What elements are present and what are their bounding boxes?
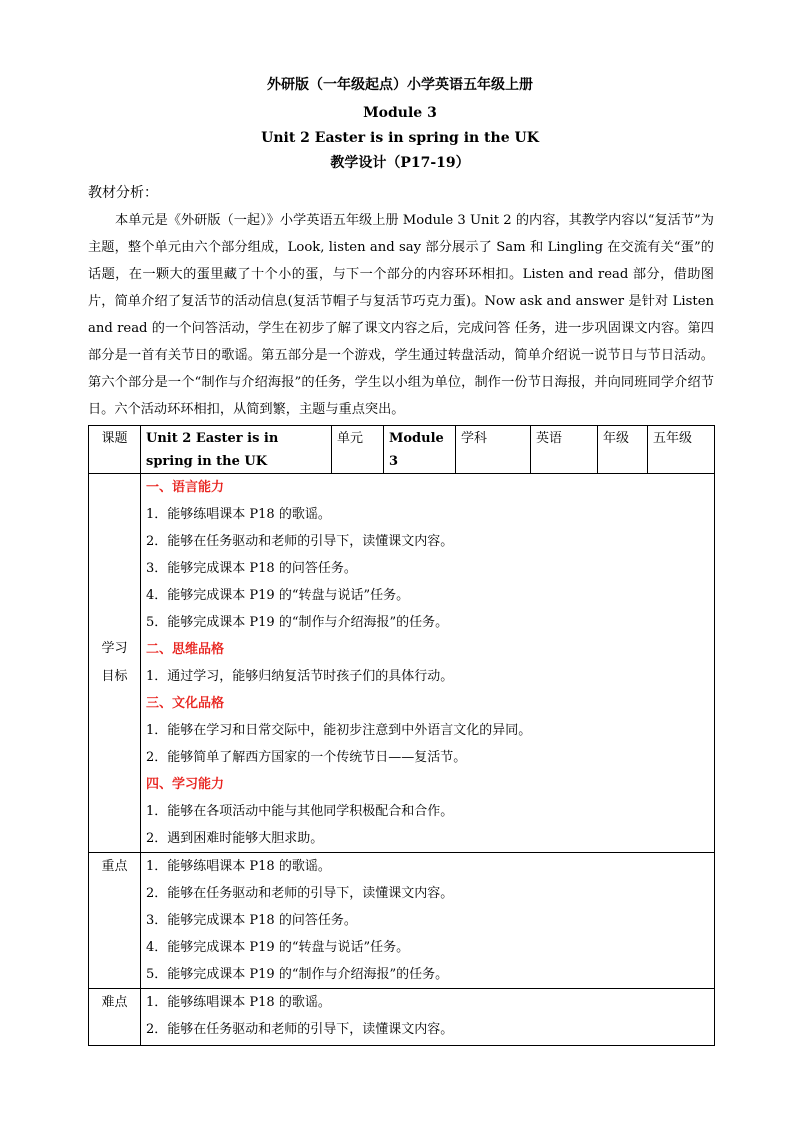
- goals-row: [89, 474, 715, 853]
- key-label: 重点: [89, 853, 141, 989]
- list-item: 2．能够在任务驱动和老师的引导下，读懂课文内容。: [146, 886, 454, 901]
- list-item: 3．能够完成课本 P18 的问答任务。: [146, 561, 357, 576]
- section-heading: 二、思维品格: [146, 642, 225, 657]
- goals-label: [89, 474, 141, 853]
- section-heading: 一、语言能力: [146, 480, 225, 495]
- doc-module: Module 3: [363, 105, 437, 121]
- key-points-row: [89, 853, 715, 989]
- list-item: 4．能够完成课本 P19 的“转盘与说话”任务。: [146, 588, 410, 603]
- goals-label-line-1: 学习: [101, 641, 128, 656]
- list-item: 2．能够简单了解西方国家的一个传统节日——复活节。: [146, 750, 467, 765]
- doc-title: 外研版（一年级起点）小学英语五年级上册: [267, 77, 533, 93]
- section-heading: 三、文化品格: [146, 696, 225, 711]
- analysis-label: 教材分析：: [88, 185, 158, 201]
- list-item: 1．能够练唱课本 P18 的歌谣。: [146, 995, 331, 1010]
- difficult-label: 难点: [89, 989, 141, 1046]
- grade-value: 五年级: [648, 426, 715, 474]
- list-item: 1．能够在各项活动中能与其他同学积极配合和合作。: [146, 804, 454, 819]
- list-item: 1．能够在学习和日常交际中，能初步注意到中外语言文化的异同。: [146, 723, 532, 738]
- key-content: [141, 853, 715, 989]
- difficult-points-row: [89, 989, 715, 1046]
- list-item: 5．能够完成课本 P19 的“制作与介绍海报”的任务。: [146, 615, 449, 630]
- grade-label: 年级: [598, 426, 648, 474]
- list-item: 2．能够在任务驱动和老师的引导下，读懂课文内容。: [146, 534, 454, 549]
- list-item: 1．能够练唱课本 P18 的歌谣。: [146, 859, 331, 874]
- list-item: 3．能够完成课本 P18 的问答任务。: [146, 913, 357, 928]
- subject-value: 英语: [531, 426, 598, 474]
- table-header-row: [89, 426, 715, 474]
- section-heading: 四、学习能力: [146, 777, 225, 792]
- goals-label-line-2: 目标: [101, 669, 128, 684]
- list-item: 1．能够练唱课本 P18 的歌谣。: [146, 507, 331, 522]
- list-item: 1．通过学习，能够归纳复活节时孩子们的具体行动。: [146, 669, 454, 684]
- list-item: 5．能够完成课本 P19 的“制作与介绍海报”的任务。: [146, 967, 449, 982]
- list-item: 4．能够完成课本 P19 的“转盘与说话”任务。: [146, 940, 410, 955]
- doc-design: 教学设计（P17-19）: [330, 155, 470, 171]
- list-item: 2．能够在任务驱动和老师的引导下，读懂课文内容。: [146, 1022, 454, 1037]
- analysis-paragraph: 本单元是《外研版（一起）》小学英语五年级上册 Module 3 Unit 2 的内容，其教学内容以“复活节”为主题，整个单元由六个部分组成，Look, listen and say 部分展示了 Sam 和 Lingling 在交流有关“蛋”的话题，在一颗大的蛋里藏了十个小的蛋，与下一个部分的内容环环相扣。Listen and read 部分，借助图片，简单介绍了复活节的活动信息(复活节帽子与复活节巧克力蛋)。Now ask and answer 是针对 Listen and read 的一个问答活动，学生在初步了解了课文内容之后，完成问答 任务，进一步巩固课文内容。第四部分是一首有关节日的歌谣。第五部分是一个游戏，学生通过转盘活动，简单介绍说一说节日与节日活动。第六个部分是一个“制作与介绍海报”的任务，学生以小组为单位，制作一份节日海报，并向同班同学介绍节日。六个活动环环相扣，从简到繁，主题与重点突出。: [88, 213, 714, 417]
- topic-label: 课题: [89, 426, 141, 474]
- difficult-content: [141, 989, 715, 1046]
- subject-label: 学科: [456, 426, 531, 474]
- doc-unit: Unit 2 Easter is in spring in the UK: [261, 130, 539, 146]
- goals-content: [141, 474, 715, 853]
- topic-value: Unit 2 Easter is in spring in the UK: [141, 426, 332, 474]
- lesson-table: [88, 425, 715, 1046]
- unit-value: Module 3: [384, 426, 456, 474]
- unit-label: 单元: [332, 426, 384, 474]
- list-item: 2．遇到困难时能够大胆求助。: [146, 831, 324, 846]
